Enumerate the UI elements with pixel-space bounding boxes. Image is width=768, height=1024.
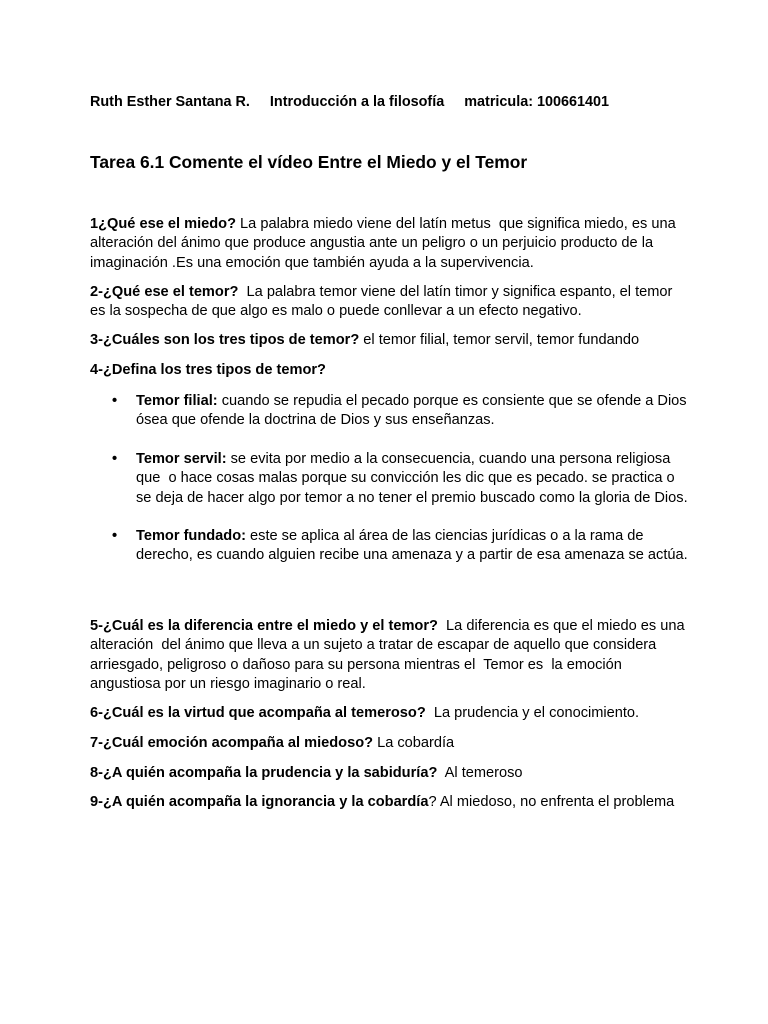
question-answer: La palabra temor viene del latín timor y significa espanto, el temor es la sospecha de que algo es malo o puede conllevar a un efecto negativo.	[90, 284, 677, 320]
type-text: se evita por medio a la consecuencia, cuando una persona religiosa que o hace cosas malas porque su convicción les dic que es pecado. se practica o se deja de hacer algo por temor a no tener el premio buscado como la gloria de Dios.	[136, 450, 688, 506]
question-6	[90, 704, 690, 723]
question-2	[90, 283, 690, 322]
question-3	[90, 331, 690, 350]
list-item	[90, 392, 690, 431]
question-8	[90, 764, 690, 783]
question-label: 9-¿A quién acompaña la ignorancia y la cobardía	[90, 794, 429, 810]
document-title: Tarea 6.1 Comente el vídeo Entre el Miedo y el Temor	[90, 152, 528, 172]
question-answer: Al temeroso	[437, 765, 523, 781]
document-header	[90, 93, 690, 112]
type-label: Temor servil:	[136, 450, 227, 467]
list-item	[90, 450, 690, 508]
question-answer: La cobardía	[373, 735, 455, 751]
author-name: Ruth Esther Santana R.	[90, 94, 250, 110]
question-answer: el temor filial, temor servil, temor fundando	[359, 332, 640, 348]
list-item	[90, 527, 690, 566]
course-name: Introducción a la filosofía	[269, 94, 445, 110]
question-7	[90, 734, 690, 753]
bullet-icon: •	[112, 528, 118, 545]
type-label: Temor filial:	[136, 393, 218, 409]
question-9	[90, 793, 690, 812]
question-label: 5-¿Cuál es la diferencia entre el miedo y el temor?	[90, 618, 438, 634]
types-list	[90, 392, 690, 566]
question-answer: ? Al miedoso, no enfrenta el problema	[428, 794, 675, 810]
type-label: Temor fundado:	[136, 528, 246, 545]
question-label: 8-¿A quién acompaña la prudencia y la sabiduría?	[90, 765, 438, 781]
student-id: matricula: 100661401	[464, 94, 610, 110]
type-text: este se aplica al área de las ciencias jurídicas o a la rama de derecho, es cuando alguien recibe una amenaza y a partir de esa amenaza se actúa.	[136, 528, 688, 564]
bullet-icon: •	[112, 450, 118, 467]
question-label: 4-¿Defina los tres tipos de temor?	[90, 362, 326, 378]
question-label: 6-¿Cuál es la virtud que acompaña al temeroso?	[90, 705, 426, 721]
question-label: 1¿Qué ese el miedo?	[90, 216, 236, 232]
question-label: 7-¿Cuál emoción acompaña al miedoso?	[90, 735, 374, 751]
question-5	[90, 617, 690, 695]
question-answer: La prudencia y el conocimiento.	[425, 705, 640, 721]
question-label: 3-¿Cuáles son los tres tipos de temor?	[90, 332, 360, 348]
question-answer: La palabra miedo viene del latín metus que significa miedo, es una alteración del ánimo que produce angustia ante un peligro o un perjuicio producto de la imaginación .Es una emoción que también ayuda a la supervivencia.	[90, 216, 680, 271]
type-text: cuando se repudia el pecado porque es consiente que se ofende a Dios ósea que ofende la doctrina de Dios y sus enseñanzas.	[136, 393, 691, 429]
question-1	[90, 215, 690, 273]
question-label: 2-¿Qué ese el temor?	[90, 284, 239, 300]
bullet-icon: •	[112, 393, 118, 409]
question-answer: La diferencia es que el miedo es una alteración del ánimo que lleva a un sujeto a tratar de escapar de aquello que considera arriesgado, peligroso o dañoso para su persona mientras el Temor es la emoción angustiosa por un riesgo imaginario o real.	[90, 618, 689, 693]
question-4	[90, 361, 690, 380]
